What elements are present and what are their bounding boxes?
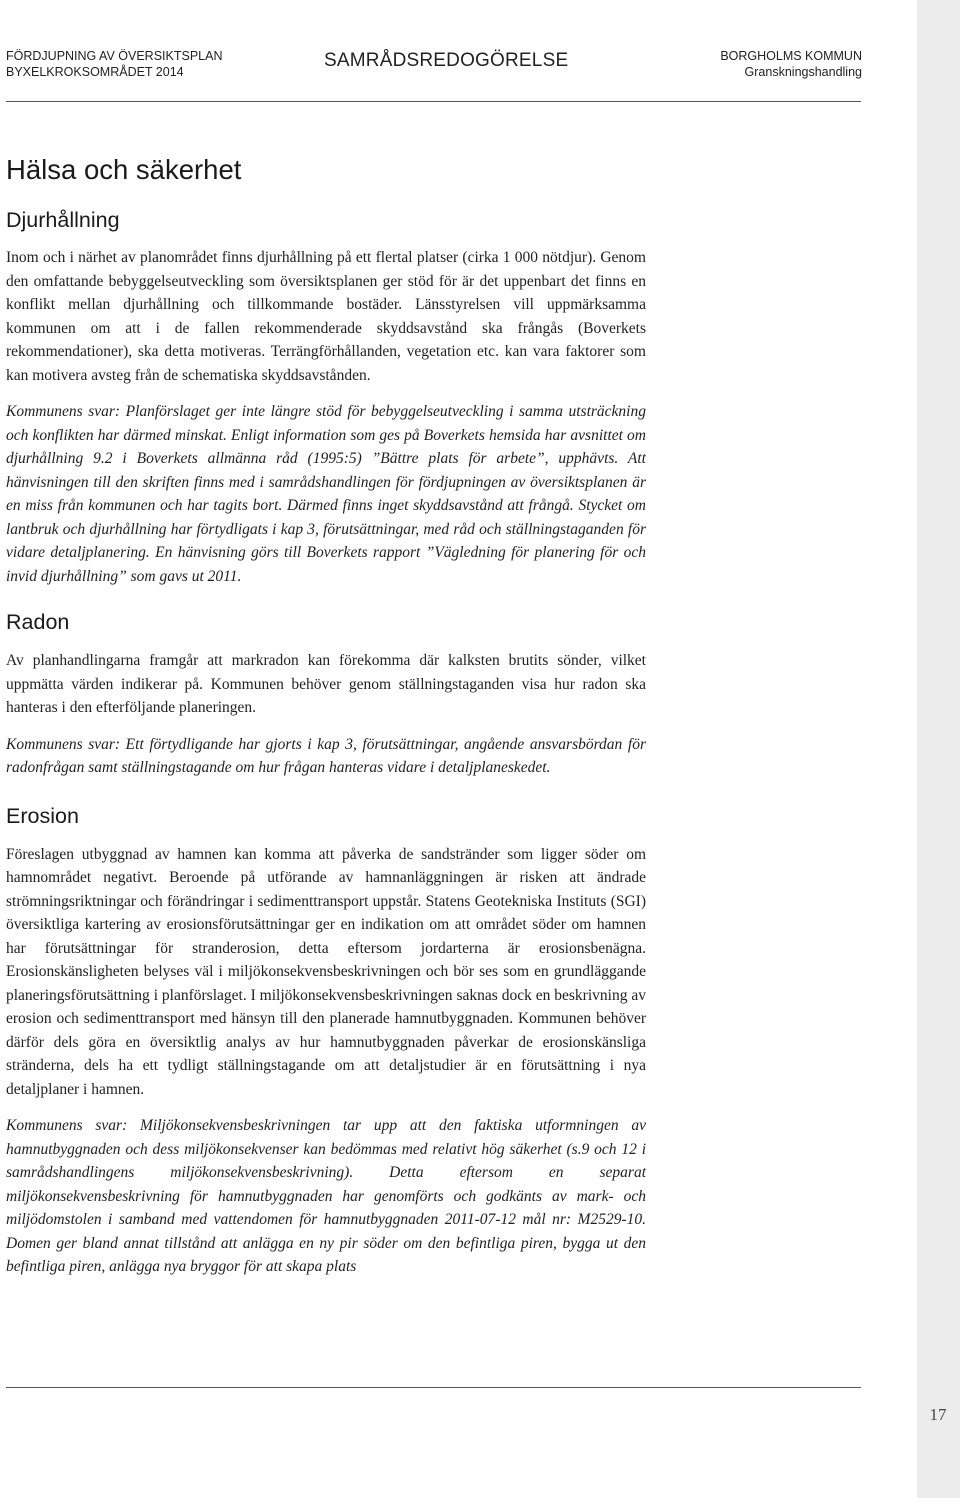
header-left — [6, 48, 222, 80]
header-area-title: BYXELKROKSOMRÅDET 2014 — [6, 65, 184, 79]
section-heading-djurhallning: Djurhållning — [6, 208, 120, 232]
page-number: 17 — [929, 1405, 947, 1424]
header-municipality: BORGHOLMS KOMMUN — [720, 49, 862, 63]
header-rule — [6, 101, 861, 102]
section-heading-radon: Radon — [6, 610, 70, 634]
reply-djurhallning: Kommunens svar: Planförslaget ger inte längre stöd för bebyggelseutveckling i samma utsträckning och konflikten har därmed minskat. Enligt information som ges på Boverkets hemsida har avsnittet om djurhållning 9.2 i Boverkets allmänna råd (1995:5) ”Bättre plats för arbete”, upphävts. Att hänvisningen till den skriften finns med i samrådshandlingen för fördjupningen av översiktsplanen är en miss från kommunen och har tagits bort. Därmed finns inget skyddsavstånd att frångå. Stycket om lantbruk och djurhållning har förtydligats i kap 3, förutsättningar, med råd och ställningstaganden för vidare detaljplanering. En hänvisning görs till Boverkets rapport ”Vägledning för planering för och invid djurhållning” som gavs ut 2011. — [6, 403, 646, 585]
header-right — [720, 48, 862, 80]
section-heading-erosion: Erosion — [6, 803, 79, 828]
footer-rule — [6, 1387, 861, 1388]
header-doc-title: FÖRDJUPNING AV ÖVERSIKTSPLAN — [6, 49, 223, 63]
page-side-band — [917, 0, 960, 1498]
header-document-status: Granskningshandling — [744, 65, 862, 79]
header-center-title: SAMRÅDSREDOGÖRELSE — [324, 50, 569, 71]
section-text-erosion: Föreslagen utbyggnad av hamnen kan komma att påverka de sandstränder som ligger söder om hamnområdet negativt. Beroende på utförande av hamnanläggningen är risken att ändrade strömningsriktningar och förändringar i sedimenttransport uppstår. Statens Geotekniska Instituts (SGI) översiktliga kartering av erosionsförutsättningar ger en indikation om att området söder om hamnen har förutsättningar för stranderosion, detta eftersom jordarterna är erosionsbenägna. Erosionskänsligheten belyses väl i miljökonsekvensbeskrivningen och bör ses som en grundläggande planeringsförutsättning i planförslaget. I miljökonsekvensbeskrivningen saknas dock en beskrivning av erosion och sedimenttransport med hänsyn till den planerade hamnutbyggnaden. Kommunen behöver därför dels göra en översiktlig analys av hur hamnutbyggnaden påverkar de erosionskänsliga stränderna, dels ha ett tydligt ställningstagande om att detaljstudier är en förutsättning i nya detaljplaner i hamnen. — [6, 845, 646, 1098]
reply-radon: Kommunens svar: Ett förtydligande har gjorts i kap 3, förutsättningar, angående ansvarsbördan för radonfrågan samt ställningstagande om hur frågan hanteras vidare i detaljplaneskedet. — [6, 735, 646, 776]
section-text-djurhallning: Inom och i närhet av planområdet finns djurhållning på ett flertal platser (cirka 1 000 nötdjur). Genom den omfattande bebyggelseutveckling som översiktsplanen ger stöd för är det uppenbart det finns en konflikt mellan djurhållning och tillkommande bostäder. Länsstyrelsen vill uppmärksamma kommunen om att i de fallen rekommenderade skyddsavstånd ska frångås (Boverkets rekommendationer), ska detta motiveras. Terrängförhållanden, vegetation etc. kan vara faktorer som kan motivera avsteg från de schematiska skyddsavstånden. — [6, 249, 646, 384]
section-text-radon: Av planhandlingarna framgår att markradon kan förekomma där kalksten brutits sönder, vilket uppmätta värden indikerar på. Kommunen behöver genom ställningstaganden visa hur radon ska hanteras i den efterföljande planeringen. — [6, 652, 646, 716]
page-content — [6, 145, 646, 1279]
reply-erosion: Kommunens svar: Miljökonsekvensbeskrivningen tar upp att den faktiska utformningen av hamnutbyggnaden och dess miljökonsekvenser kan bedömmas med relativt hög säkerhet (s.9 och 12 i samrådshandlingens miljökonsekvensbeskrivning). Detta eftersom en separat miljökonsekvensbeskrivning för hamnutbyggnaden har genomförts och godkänts av mark- och miljödomstolen i samband med vattendomen för hamnutbyggnaden 2011-07-12 mål nr: M2529-10. Domen ger bland annat tillstånd att anlägga en ny pir söder om den befintliga piren, bygga ut den befintliga piren, anlägga nya bryggor för att skapa plats — [6, 1117, 646, 1275]
page-title: Hälsa och säkerhet — [6, 154, 242, 185]
page-header — [6, 48, 862, 100]
